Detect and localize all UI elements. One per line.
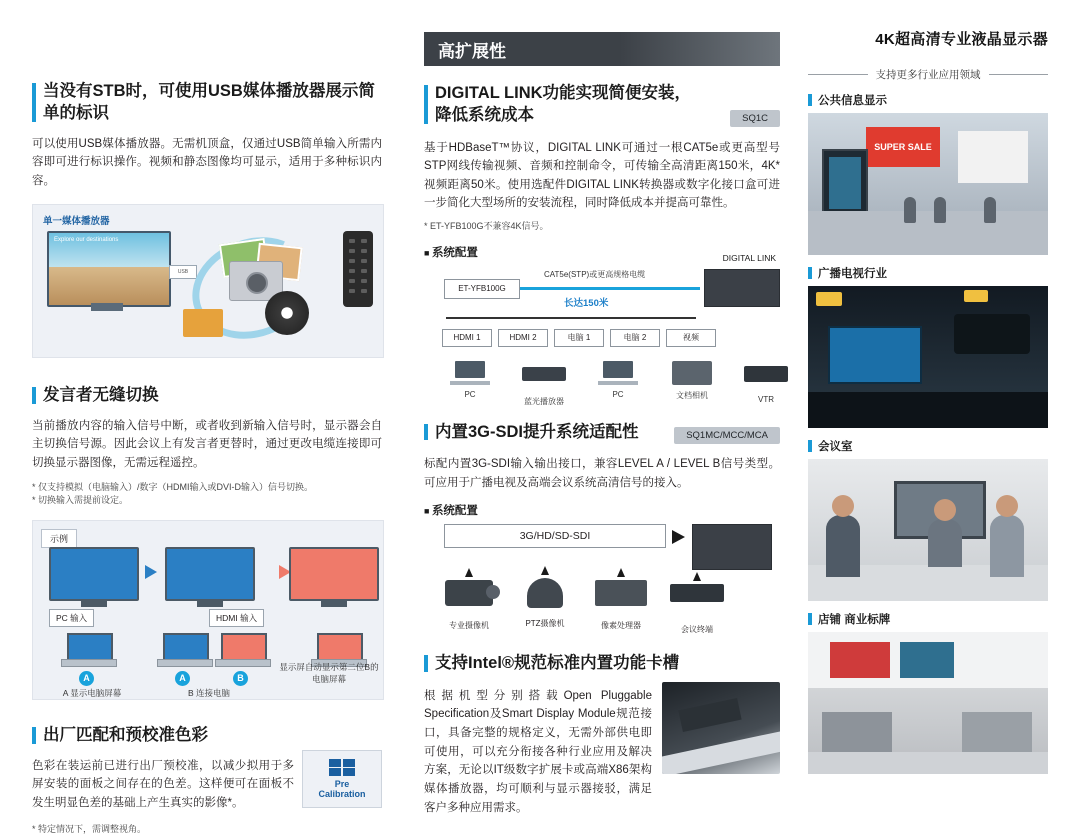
sdi-display-icon: [692, 524, 772, 570]
sdi-label-ptz: PTZ摄像机: [525, 619, 565, 629]
display-stand: [91, 303, 123, 311]
device-label-pc1: PC: [464, 389, 476, 399]
usb-stick-icon: USB: [169, 265, 197, 279]
application-photo-public-info: [808, 113, 1048, 255]
display-icon: [47, 231, 171, 307]
device-row: [442, 361, 794, 407]
usb-section: [32, 80, 382, 358]
intel-heading: 支持Intel®规范标准内置功能卡槽: [424, 652, 780, 674]
right-column: [808, 28, 1048, 774]
application-label-retail: 店铺 商业标牌: [808, 611, 1048, 627]
person-icon-3: [984, 197, 996, 223]
application-item-broadcast: [808, 265, 1048, 428]
meeting-person-2: [990, 515, 1024, 577]
sdi-body: 标配内置3G-SDI输入输出接口，兼容LEVEL A / LEVEL B信号类型。可应用于广播电视及高端会议系统高清信号的接入。: [424, 458, 780, 489]
sdi-label-camera: 专业摄像机: [449, 621, 489, 631]
middle-column: [424, 32, 780, 817]
monitor-a-icon: [49, 547, 139, 601]
arrow-icon-1: [145, 565, 157, 579]
studio-light-icon-2: [964, 290, 988, 302]
precal-line2: Calibration: [318, 789, 366, 800]
badge-b: B: [233, 671, 248, 686]
sdi-device-processor: [590, 574, 652, 635]
remote-control-icon: [343, 231, 373, 307]
device-label-pc2: PC: [612, 389, 624, 399]
intel-body: 根据机型分别搭载Open Pluggable Specification及Smart Display Module规范接口，具备完整的规格定义，无需外部供电即可使用，可以充分衔接各种行业应用及解决方案，无论以IT级数字扩展卡或高端X86架构媒体播放器，均可顺利与显示器接驳，满足客户多种应用需求。: [424, 689, 652, 814]
port-hdmi1: HDMI 1: [442, 329, 492, 347]
laptop-b1-icon: [157, 633, 211, 667]
digital-link-model-badge: SQ1C: [730, 110, 780, 127]
speaker-body: 当前播放内容的输入信号中断，或者收到新输入信号时，显示器会自主切换信号源。因此会议上有发言者更替时，通过更改电缆连接即可切换显示器图像，无需远程遥控。: [32, 419, 382, 469]
sdi-heading: 内置3G-SDI提升系统适配性: [424, 421, 685, 443]
laptop-b2-icon: [215, 633, 269, 667]
studio-screen-icon: [828, 326, 922, 384]
application-label-broadcast: 广播电视行业: [808, 265, 1048, 281]
device-doc-camera: [664, 361, 720, 407]
badge-a: A: [79, 671, 94, 686]
intel-section: [424, 652, 780, 817]
sdi-device-ptz: [514, 574, 576, 635]
port-pc1: 电脑 1: [554, 329, 604, 347]
caption-c: 显示屏自动显示第二位B的电脑屏幕: [279, 662, 379, 685]
caption-b: B 连接电脑: [187, 688, 231, 699]
device-bluray: [516, 361, 572, 407]
device-label-doccam: 文档相机: [676, 390, 708, 400]
device-vtr: [738, 361, 794, 407]
usb-media-player-figure: [32, 204, 384, 358]
section-band-title: 高扩展性: [424, 32, 780, 66]
laptop-a-icon: [61, 633, 115, 667]
screen-title-text: Explore our destinations: [54, 237, 119, 244]
sdi-device-row: [438, 574, 728, 635]
digital-link-section: [424, 82, 780, 415]
application-photo-retail: [808, 632, 1048, 774]
folder-icon: [183, 309, 223, 337]
application-label-public-info: 公共信息显示: [808, 92, 1048, 108]
meeting-person-3: [928, 519, 962, 567]
device-pc-1: [442, 361, 498, 407]
page-title: 4K超高清专业液晶显示器: [875, 31, 1048, 48]
port-hdmi2: HDMI 2: [498, 329, 548, 347]
supports-label: 支持更多行业应用领域: [875, 69, 981, 81]
sdi-model-badge: SQ1MC/MCC/MCA: [674, 427, 780, 444]
divider-left: [808, 74, 868, 75]
sdi-section: [424, 421, 780, 651]
speaker-note-2: * 切换输入需提前设定。: [32, 495, 129, 506]
calibration-note: * 特定情况下，需调整视角。: [32, 823, 147, 834]
port-video: 视频: [666, 329, 716, 347]
person-icon-1: [904, 197, 916, 223]
device-pc-2: [590, 361, 646, 407]
application-photo-broadcast: [808, 286, 1048, 428]
pc-input-label: PC 输入: [49, 609, 94, 627]
person-icon-2: [934, 197, 946, 223]
mall-floor: [808, 211, 1048, 255]
sdi-device-camera: [438, 574, 500, 635]
store-banner-icon-1: [830, 642, 890, 678]
example-tag: 示例: [41, 529, 77, 548]
sdi-label-terminal: 会议终端: [681, 625, 713, 635]
application-photo-meeting-room: [808, 459, 1048, 601]
application-item-retail: [808, 611, 1048, 774]
intel-card-photo: [662, 682, 780, 774]
speaker-switch-section: [32, 384, 382, 700]
sdi-device-terminal: [666, 574, 728, 635]
mall-sign-icon: SUPER SALE: [866, 127, 940, 167]
calibration-heading: 出厂匹配和预校准色彩: [32, 724, 382, 746]
application-label-meeting-room: 会议室: [808, 438, 1048, 454]
store-banner-icon-2: [900, 642, 954, 678]
pre-calibration-logo: [302, 750, 382, 808]
digital-link-heading: DIGITAL LINK功能实现简便安装，降低系统成本: [424, 82, 703, 127]
monitor-c-icon: [289, 547, 379, 601]
studio-camera-rig-icon: [954, 314, 1030, 354]
studio-floor: [808, 392, 1048, 428]
sdi-diagram: [424, 524, 780, 650]
speaker-switch-figure: [32, 520, 384, 700]
bus-line: [446, 317, 696, 319]
speaker-note-1: * 仅支持模拟（电脑输入）/数字（HDMI输入或DVI-D输入）信号切换。: [32, 481, 314, 492]
badge-a-2: A: [175, 671, 190, 686]
sdi-label-processor: 像素处理器: [601, 621, 641, 631]
caption-a: A 显示电脑屏幕: [62, 688, 122, 699]
monitor-b-icon: [165, 547, 255, 601]
mall-poster-icon: [958, 131, 1028, 183]
supports-divider: [808, 67, 1048, 82]
digital-link-port-label: DIGITAL LINK: [722, 252, 776, 263]
store-rack-1: [822, 712, 892, 756]
left-column: [32, 80, 382, 837]
speaker-heading: 发言者无缝切换: [32, 384, 382, 406]
sdi-signal-bar: 3G/HD/SD-SDI: [444, 524, 666, 548]
cable-type-label: CAT5e(STP)或更高规格电缆: [544, 269, 646, 279]
yfb-unit-label: ET-YFB100G: [444, 279, 520, 299]
calibration-section: [32, 724, 382, 836]
display-panel-icon: [704, 269, 780, 307]
store-floor: [808, 752, 1048, 774]
usb-heading: 当没有STB时，可使用USB媒体播放器展示简单的标识: [32, 80, 382, 125]
cable-line: [520, 287, 700, 290]
digital-link-config-label: ■ 系统配置: [424, 244, 780, 260]
usb-body: 可以使用USB媒体播放器。无需机顶盒，仅通过USB简单输入所需内容即可进行标识操作。视频和静态图像均可显示，适用于多种标识内容。: [32, 137, 382, 187]
hdmi-input-label: HDMI 输入: [209, 609, 264, 627]
port-pc2: 电脑 2: [610, 329, 660, 347]
disc-icon: [265, 291, 309, 335]
device-label-bluray: 蓝光播放器: [524, 396, 564, 406]
sdi-config-label: ■ 系统配置: [424, 502, 780, 518]
arrow-icon-sdi: [672, 530, 685, 544]
studio-light-icon-1: [816, 292, 842, 306]
digital-link-body: 基于HDBaseT™协议，DIGITAL LINK可通过一根CAT5e或更高型号STP网线传输视频、音频和控制命令，可传输全高清距离150米，4K*视频距离50米。使用选配件DIGITAL LINK转换器或数字化接口盒可进一步简化大型场所的安装流程，同时降低成本并提高可靠性。: [424, 141, 780, 210]
port-row: [442, 329, 716, 347]
cable-distance-label: 长达150米: [564, 297, 609, 309]
store-rack-2: [962, 712, 1032, 756]
application-item-meeting-room: [808, 438, 1048, 601]
digital-link-note: * ET-YFB100G不兼容4K信号。: [424, 221, 549, 232]
usb-figure-caption: 单一媒体播放器: [43, 216, 110, 228]
precal-line1: Pre: [334, 779, 350, 790]
calibration-body: 色彩在装运前已进行出厂预校准，以减少拟用于多屏安装的面板之间存在的色差。这样便可在面板不发生明显色差的基础上产生真实的影像*。: [32, 759, 294, 809]
meeting-person-1: [826, 515, 860, 577]
divider-right: [989, 74, 1049, 75]
application-item-public-info: [808, 92, 1048, 255]
device-label-vtr: VTR: [758, 394, 774, 404]
